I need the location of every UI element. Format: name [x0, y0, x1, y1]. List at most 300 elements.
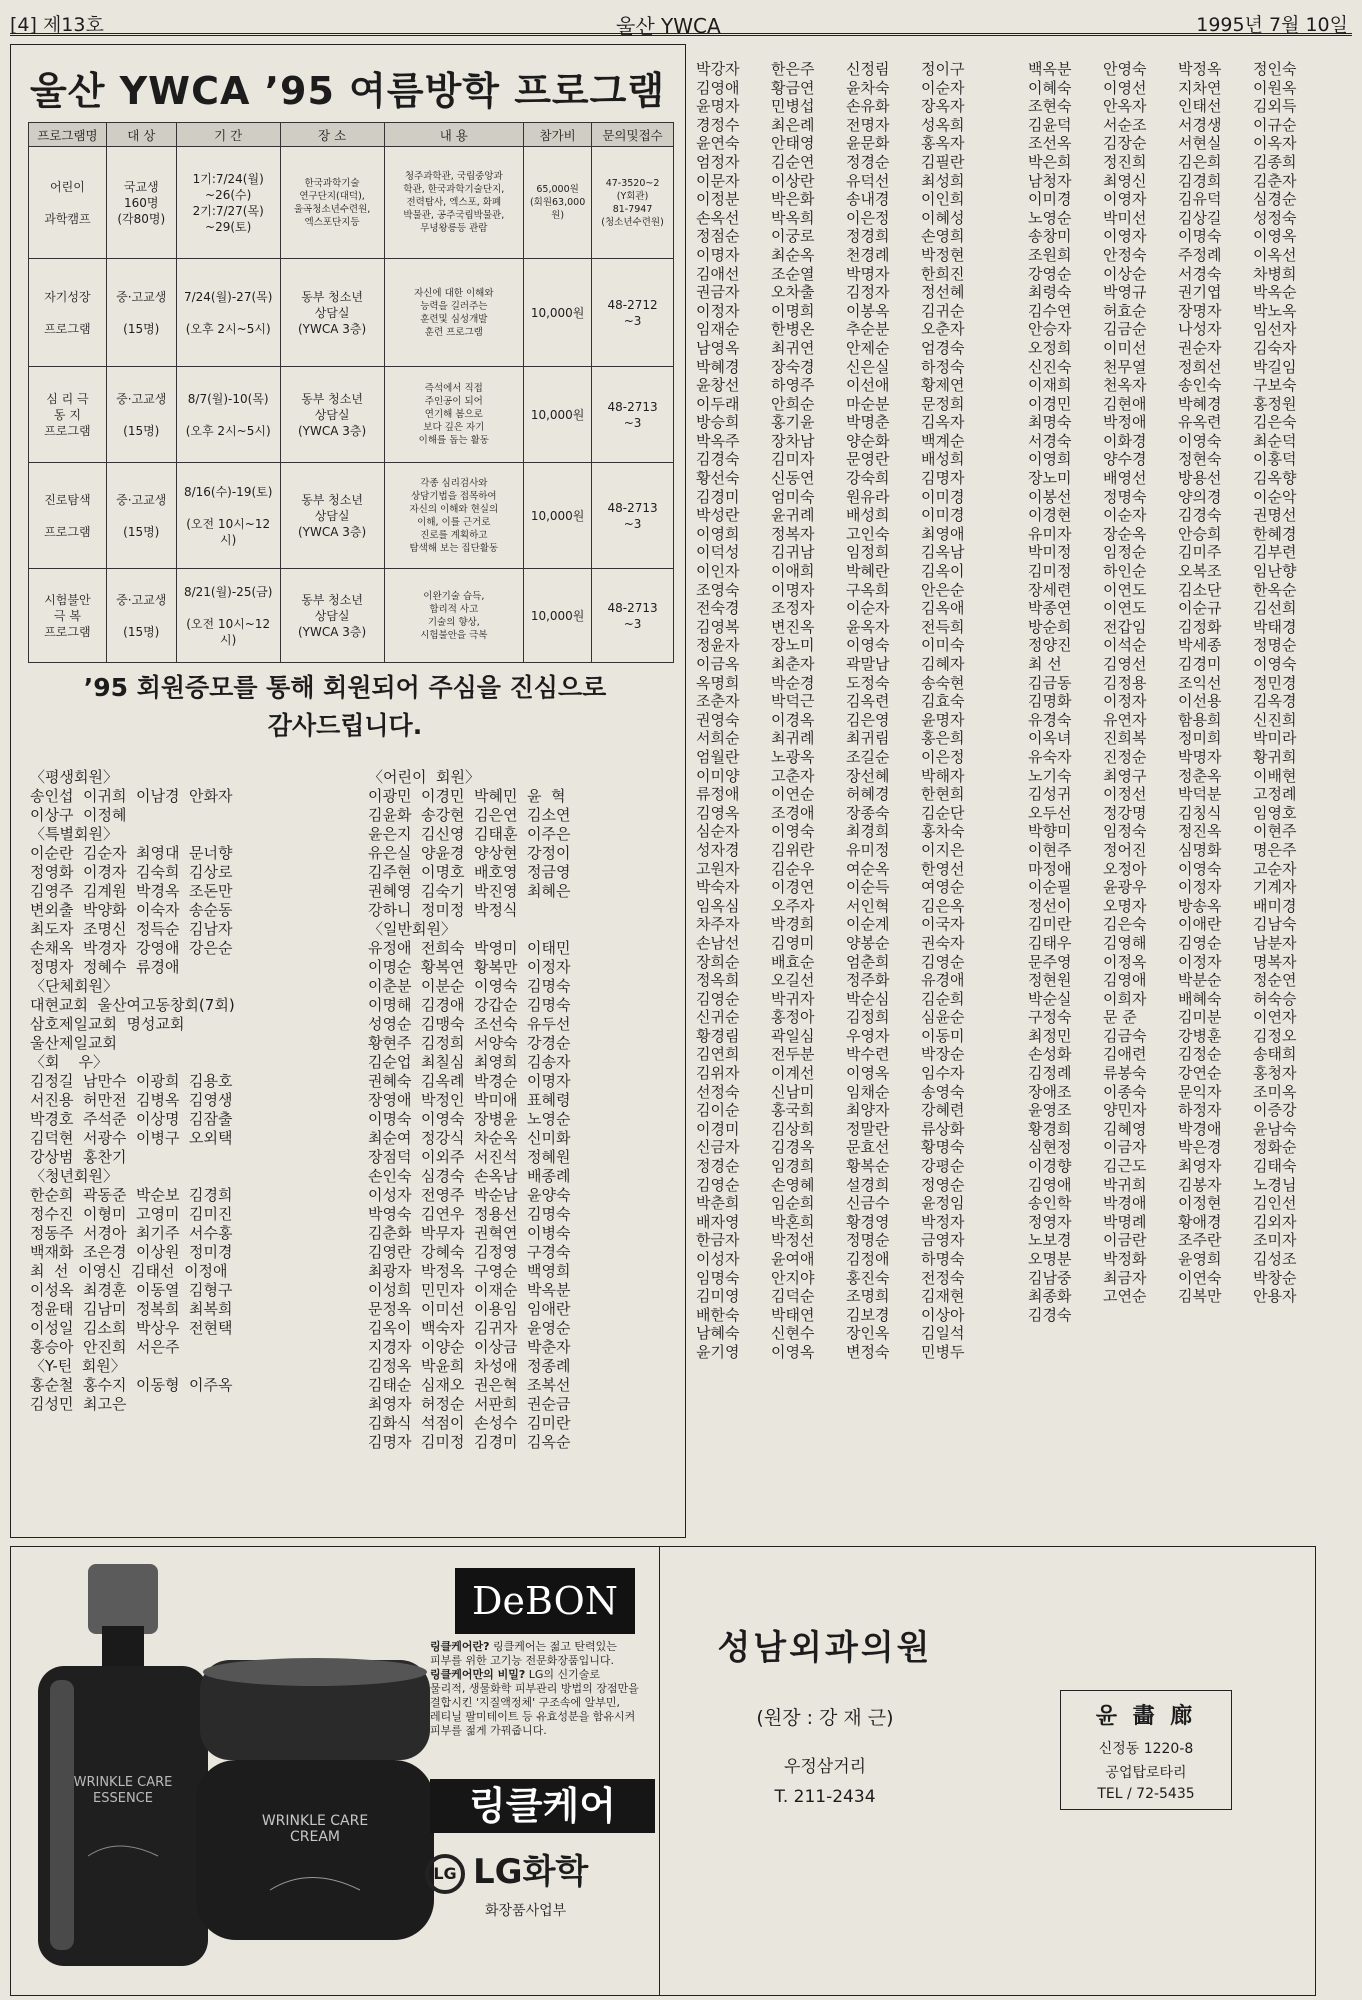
- member-name: 장노미: [1028, 469, 1072, 488]
- member-name: 이연숙: [1178, 1268, 1222, 1287]
- member-name: 김금순: [1103, 320, 1147, 339]
- lg-chem-logo: [425, 1844, 588, 1894]
- member-name: 신귀순: [696, 1008, 740, 1027]
- member-name: 이연자: [1253, 1008, 1297, 1027]
- member-name: 엄춘희: [846, 952, 890, 971]
- member-name: 기계자: [1253, 878, 1297, 897]
- member-name: 이영자: [1103, 190, 1147, 209]
- member-name: 방송옥: [1178, 896, 1222, 915]
- member-name: 윤창선: [696, 376, 740, 395]
- member-name: 오길선: [771, 971, 815, 990]
- table-cell: 동부 청소년 상담실 (YWCA 3층): [280, 569, 384, 663]
- member-name: 권영숙: [696, 710, 740, 729]
- table-cell: 47-3520~2 (Y회관) 81-7947 (청소년수련원): [592, 147, 674, 259]
- lg-division: 화장품사업부: [485, 1903, 567, 1919]
- member-name: 조주란: [1178, 1231, 1222, 1250]
- member-name: 정명순: [1253, 636, 1297, 655]
- member-name: 최귀림: [846, 729, 890, 748]
- member-name: 박정현: [921, 245, 965, 264]
- member-name: 황명숙: [921, 1138, 965, 1157]
- member-name: 박정옥: [1178, 60, 1222, 78]
- table-cell: 10,000원: [524, 259, 592, 367]
- member-name: 김옥련: [846, 692, 890, 711]
- member-name: 김경숙: [696, 450, 740, 469]
- member-name: 허혜경: [846, 785, 890, 804]
- member-name: 박세종: [1178, 636, 1222, 655]
- member-name: 김소단: [1178, 580, 1222, 599]
- table-cell: 중·고교생 (15명): [106, 259, 176, 367]
- member-name: 구옥희: [846, 580, 890, 599]
- table-cell: 어린이 과학캠프: [29, 147, 107, 259]
- member-name: 이영자: [1103, 227, 1147, 246]
- member-name: 조순열: [771, 264, 815, 283]
- member-name: 박명춘: [846, 413, 890, 432]
- member-name: 심순자: [696, 822, 740, 841]
- member-name: 신금자: [696, 1138, 740, 1157]
- member-name: 이원옥: [1253, 78, 1297, 97]
- member-name: 장숙경: [771, 357, 815, 376]
- member-name: 하인순: [1103, 562, 1147, 581]
- member-name: 김옥애: [921, 599, 965, 618]
- member-name: 장종숙: [846, 803, 890, 822]
- member-name: 이정자: [696, 301, 740, 320]
- member-name: 정진희: [1103, 152, 1147, 171]
- member-name: 류정애: [696, 785, 740, 804]
- member-name: 전두분: [771, 1045, 815, 1064]
- member-name: 정옥희: [696, 971, 740, 990]
- debon-logo: DeBON: [455, 1568, 635, 1634]
- member-name: 조영숙: [696, 580, 740, 599]
- member-name: 서인혁: [846, 896, 890, 915]
- table-cell: 자기성장 프로그램: [29, 259, 107, 367]
- member-name: 이희자: [1103, 989, 1147, 1008]
- member-name: 오춘자: [921, 320, 965, 339]
- member-name: 이정옥: [1103, 952, 1147, 971]
- member-name: 정영순: [921, 1175, 965, 1194]
- table-cell: 국교생 160명 (각80명): [106, 147, 176, 259]
- member-name: 전정숙: [921, 1268, 965, 1287]
- member-name: 이애란: [1178, 915, 1222, 934]
- member-name: 장순옥: [1103, 524, 1147, 543]
- member-name: 송영숙: [921, 1082, 965, 1101]
- member-name: 이미경: [921, 506, 965, 525]
- member-name: 김봉자: [1178, 1175, 1222, 1194]
- table-row: [29, 367, 674, 463]
- member-name: 김태우: [1028, 933, 1072, 952]
- member-name: 박경애: [1178, 1119, 1222, 1138]
- lg-ad-copy: [430, 1640, 639, 1738]
- member-name: 유경숙: [1028, 710, 1072, 729]
- member-name: [1253, 1306, 1328, 1325]
- member-name: 김상길: [1178, 208, 1222, 227]
- member-name: 조명희: [846, 1287, 890, 1306]
- member-name: 임수자: [921, 1064, 965, 1083]
- member-grid-left-block: [696, 60, 996, 1362]
- member-name: 강병훈: [1178, 1026, 1222, 1045]
- member-name: 장희순: [696, 952, 740, 971]
- member-name: 임경희: [771, 1157, 815, 1176]
- member-name: 안용자: [1253, 1287, 1297, 1306]
- member-name: 안태영: [771, 134, 815, 153]
- member-name: 김은숙: [1253, 413, 1297, 432]
- member-name: 오주자: [771, 896, 815, 915]
- member-name: 고연순: [1103, 1287, 1147, 1306]
- member-name: 이정선: [1103, 785, 1147, 804]
- member-name: 설경희: [846, 1175, 890, 1194]
- member-name: 문효선: [846, 1138, 890, 1157]
- member-name: 송인학: [1028, 1194, 1072, 1213]
- member-name: 임선자: [1253, 320, 1297, 339]
- member-name: 정춘옥: [1178, 766, 1222, 785]
- table-cell: 심 리 극 동 지 프로그램: [29, 367, 107, 463]
- member-name: 김정용: [1103, 673, 1147, 692]
- member-name: 심명화: [1178, 840, 1222, 859]
- member-name: 윤여애: [771, 1250, 815, 1268]
- member-name: 조미옥: [1253, 1082, 1297, 1101]
- member-name: 조길순: [846, 747, 890, 766]
- member-name: 김인선: [1253, 1194, 1297, 1213]
- member-name: 윤귀례: [771, 506, 815, 525]
- member-name: 조선옥: [1028, 134, 1072, 153]
- member-name: 박혜경: [696, 357, 740, 376]
- member-name: 신은실: [846, 357, 890, 376]
- member-name: 김부련: [1253, 543, 1297, 562]
- member-name: 박혜란: [846, 562, 890, 581]
- member-name: 박귀희: [1103, 1175, 1147, 1194]
- member-name: 임난향: [1253, 562, 1297, 581]
- member-name: 홍은희: [921, 729, 965, 748]
- table-header: 장 소: [280, 123, 384, 147]
- member-name: 방순희: [1028, 617, 1072, 636]
- member-name: 이순계: [846, 915, 890, 934]
- member-name: 이화경: [1103, 431, 1147, 450]
- member-name: 홍차숙: [921, 822, 965, 841]
- member-name: 배한숙: [696, 1305, 740, 1324]
- member-name: 김은옥: [921, 896, 965, 915]
- member-name: 윤남숙: [1253, 1119, 1297, 1138]
- lg-ad-q2-body: LG의 신기술로 물리적, 생물화학 피부관리 방법의 장점만을 결합시킨 '지질액정체' 구조속에 알부민, 레티닐 팔미테이트 등 유효성분을 함유시켜 피부를 젊게 가꿔줍니다.: [430, 1668, 639, 1737]
- member-name: 임정희: [846, 543, 890, 562]
- member-name: 이은정: [921, 747, 965, 766]
- member-name: 이계선: [771, 1064, 815, 1083]
- member-name: 김외자: [1253, 1212, 1297, 1231]
- member-name: 정인숙: [1253, 60, 1297, 78]
- member-name: 안은순: [921, 580, 965, 599]
- member-name: 유미정: [846, 840, 890, 859]
- member-name: 박길임: [1253, 357, 1297, 376]
- member-name: 박옥희: [771, 208, 815, 227]
- member-name: 이현주: [1253, 822, 1297, 841]
- hospital-name: 성남외과의원: [717, 1628, 933, 1668]
- member-name: 오명자: [1103, 896, 1147, 915]
- member-name: 홍옥자: [921, 134, 965, 153]
- lg-ad-q1-body: 링클케어는 젊고 탄력있는 피부를 위한 고기능 전문화장품입니다.: [430, 1640, 617, 1667]
- member-name: 이동미: [921, 1026, 965, 1045]
- member-name: 임영호: [1253, 803, 1297, 822]
- table-cell: 이완기술 습득, 합리적 사고 기술의 향상, 시험불안을 극복: [384, 569, 524, 663]
- member-name: 이국자: [921, 915, 965, 934]
- member-name: 마정애: [1028, 859, 1072, 878]
- member-name: 추순분: [846, 320, 890, 339]
- member-name: 서현실: [1178, 134, 1222, 153]
- member-name: 장차남: [771, 431, 815, 450]
- thanks-line-1: ’95 회원증모를 통해 회원되어 주심을 진심으로: [83, 673, 607, 702]
- member-name: [1103, 1306, 1178, 1325]
- member-name: 신동연: [771, 469, 815, 488]
- member-name: 임순희: [771, 1194, 815, 1213]
- member-name: 이경연: [771, 878, 815, 897]
- member-name: 김남숙: [1253, 915, 1297, 934]
- member-name: 홍정원: [1253, 394, 1297, 413]
- member-name: 김성귀: [1028, 785, 1072, 804]
- member-name: 이은정: [846, 208, 890, 227]
- table-cell: 중·고교생 (15명): [106, 367, 176, 463]
- member-name: 송태희: [1253, 1045, 1297, 1064]
- member-name: 권순자: [1178, 338, 1222, 357]
- member-name: 안정숙: [1103, 245, 1147, 264]
- member-name: 이궁로: [771, 227, 815, 246]
- table-cell: 10,000원: [524, 463, 592, 569]
- member-name: 이애희: [771, 562, 815, 581]
- member-name: 박춘희: [696, 1194, 740, 1213]
- member-name: 유미자: [1028, 524, 1072, 543]
- member-name: 이미숙: [921, 636, 965, 655]
- table-cell: 48-2713 ~3: [592, 367, 674, 463]
- member-name: 이순득: [846, 878, 890, 897]
- member-name: 윤기영: [696, 1342, 740, 1361]
- member-name: 김은숙: [1103, 915, 1147, 934]
- member-name: 박강자: [696, 60, 740, 78]
- member-name: 변정숙: [846, 1342, 890, 1361]
- member-name: 김옥이: [921, 562, 965, 581]
- member-name: 김귀순: [921, 301, 965, 320]
- member-name: 최종화: [1028, 1287, 1072, 1306]
- member-name: 한옥순: [1253, 580, 1297, 599]
- member-name: 김영순: [696, 989, 740, 1008]
- member-name: 장애조: [1028, 1082, 1072, 1101]
- member-name: 윤문화: [846, 134, 890, 153]
- member-name: 배성희: [846, 506, 890, 525]
- table-header: 대 상: [106, 123, 176, 147]
- member-name: 안승자: [1028, 320, 1072, 339]
- member-name: 박명자: [1178, 747, 1222, 766]
- member-name: 하명숙: [921, 1250, 965, 1268]
- member-name: 최순옥: [771, 245, 815, 264]
- member-name: 김명자: [921, 469, 965, 488]
- member-name: 한금자: [696, 1231, 740, 1250]
- member-name: 김옥남: [921, 543, 965, 562]
- member-name: 홍진숙: [846, 1268, 890, 1287]
- member-name: 김미란: [1028, 915, 1072, 934]
- member-name: 변진옥: [771, 617, 815, 636]
- member-name: 성옥희: [921, 115, 965, 134]
- member-name: 천옥자: [1103, 376, 1147, 395]
- member-name: 박순심: [846, 989, 890, 1008]
- member-name: 홍기윤: [771, 413, 815, 432]
- member-name: 노경님: [1253, 1175, 1297, 1194]
- member-name: 하정자: [1178, 1101, 1222, 1120]
- member-name: 박태경: [1253, 617, 1297, 636]
- member-name: 전득희: [921, 617, 965, 636]
- member-name: 안희순: [771, 394, 815, 413]
- member-name: 윤명자: [696, 97, 740, 116]
- member-name: 임채순: [846, 1082, 890, 1101]
- member-name: 김숙자: [1253, 338, 1297, 357]
- table-header: 프로그램명: [29, 123, 107, 147]
- member-name: 이옥자: [1253, 134, 1297, 153]
- member-name: 서경숙: [1028, 431, 1072, 450]
- member-name: 최명숙: [1028, 413, 1072, 432]
- member-name: [1178, 1306, 1253, 1325]
- member-name: 정말란: [846, 1119, 890, 1138]
- member-name: 김경옥: [771, 1138, 815, 1157]
- member-name: 정명숙: [1103, 487, 1147, 506]
- member-name: 이연순: [771, 785, 815, 804]
- member-name: 곽일심: [771, 1026, 815, 1045]
- member-name: 김유덕: [1178, 190, 1222, 209]
- member-name: 김필란: [921, 152, 965, 171]
- member-name: 박명자: [846, 264, 890, 283]
- member-name: 이순악: [1253, 487, 1297, 506]
- member-name: 박명례: [1103, 1212, 1147, 1231]
- member-name: 임재순: [696, 320, 740, 339]
- lg-ad-q2-title: 링클케어만의 비밀?: [430, 1668, 526, 1681]
- member-name: 한혜경: [1253, 524, 1297, 543]
- member-name: 황금연: [771, 78, 815, 97]
- member-name: 이미선: [1103, 338, 1147, 357]
- member-name: 김정례: [1028, 1064, 1072, 1083]
- table-header: 참가비: [524, 123, 592, 147]
- member-name: 손유화: [846, 97, 890, 116]
- member-name: 정화순: [1253, 1138, 1297, 1157]
- member-name: 이석순: [1103, 636, 1147, 655]
- member-name: 남청자: [1028, 171, 1072, 190]
- member-name: 류봉숙: [1103, 1064, 1147, 1083]
- member-name: 명복자: [1253, 952, 1297, 971]
- member-name: 이덕성: [696, 543, 740, 562]
- table-cell: 65,000원 (회원63,000원): [524, 147, 592, 259]
- member-name: 장선혜: [846, 766, 890, 785]
- member-name: 고정례: [1253, 785, 1297, 804]
- member-name: 이혜성: [921, 208, 965, 227]
- member-name: 김춘자: [1253, 171, 1297, 190]
- table-cell: 10,000원: [524, 569, 592, 663]
- member-name: 이정자: [1103, 692, 1147, 711]
- member-name: 엄정자: [696, 152, 740, 171]
- table-cell: 8/21(월)-25(금) (오전 10시~12시): [176, 569, 280, 663]
- member-grid-right-block: [1028, 60, 1328, 1324]
- member-name: 박숙자: [696, 878, 740, 897]
- member-name: 안옥자: [1103, 97, 1147, 116]
- member-name: 양수경: [1103, 450, 1147, 469]
- member-name: 이영희: [696, 524, 740, 543]
- member-name: 정양진: [1028, 636, 1072, 655]
- member-name: 박은화: [771, 190, 815, 209]
- member-name: 명은주: [1253, 840, 1297, 859]
- member-name: 이금옥: [696, 655, 740, 673]
- member-name: 이명자: [696, 245, 740, 264]
- member-name: 이성자: [696, 1250, 740, 1268]
- member-name: 유경애: [921, 971, 965, 990]
- member-name: 조춘자: [696, 692, 740, 711]
- member-name: 김혜자: [921, 655, 965, 673]
- table-cell: 1기:7/24(월) ~26(수) 2기:7/27(목) ~29(토): [176, 147, 280, 259]
- member-name: 김윤덕: [1028, 115, 1072, 134]
- member-name: 이규순: [1253, 115, 1297, 134]
- member-name: 김이순: [696, 1101, 740, 1120]
- member-name: 한영선: [921, 859, 965, 878]
- member-name: 박향미: [1028, 822, 1072, 841]
- member-name: 이혜숙: [1028, 78, 1072, 97]
- member-name: 김효숙: [921, 692, 965, 711]
- member-name: 이인희: [921, 190, 965, 209]
- member-name: 이영숙: [846, 636, 890, 655]
- member-name: 유연자: [1103, 710, 1147, 729]
- member-name: 윤정임: [921, 1194, 965, 1213]
- member-name: 김애선: [696, 264, 740, 283]
- member-name: 김연희: [696, 1045, 740, 1064]
- member-name: 정민경: [1253, 673, 1297, 692]
- member-name: 김미정: [1028, 562, 1072, 581]
- table-row: [29, 463, 674, 569]
- member-name: 윤영희: [1178, 1250, 1222, 1268]
- member-name: 서경생: [1178, 115, 1222, 134]
- member-name: 김영해: [1103, 933, 1147, 952]
- member-name: 인태선: [1178, 97, 1222, 116]
- member-name: 여영순: [921, 878, 965, 897]
- member-name: 임명숙: [696, 1268, 740, 1287]
- member-name: 신금수: [846, 1194, 890, 1213]
- member-name: 김종희: [1253, 152, 1297, 171]
- member-name: 양민자: [1103, 1101, 1147, 1120]
- member-name: 이명희: [771, 301, 815, 320]
- member-name: 금영자: [921, 1231, 965, 1250]
- member-name: 김남중: [1028, 1268, 1072, 1287]
- member-name: 송인숙: [1178, 376, 1222, 395]
- member-name: 유옥련: [1178, 413, 1222, 432]
- member-name: 한현희: [921, 785, 965, 804]
- table-cell: 8/7(월)-10(목) (오후 2시~5시): [176, 367, 280, 463]
- member-name: 조정자: [771, 599, 815, 618]
- member-name: 윤차숙: [846, 78, 890, 97]
- member-name: 김미주: [1178, 543, 1222, 562]
- member-name: 정영자: [1028, 1212, 1072, 1231]
- member-name: 심현정: [1028, 1138, 1072, 1157]
- member-name: 정순연: [1253, 971, 1297, 990]
- member-name: 손영희: [921, 227, 965, 246]
- member-name: 안영숙: [1103, 60, 1147, 78]
- member-name: 구정숙: [1028, 1008, 1072, 1027]
- member-name: 장세련: [1028, 580, 1072, 599]
- gallery-name: 윤 畵 廊: [1095, 1704, 1197, 1729]
- member-name: 김옥자: [921, 413, 965, 432]
- member-name: 이배현: [1253, 766, 1297, 785]
- table-header: 문의및접수: [592, 123, 674, 147]
- member-name: 고인숙: [846, 524, 890, 543]
- member-name: 심경순: [1253, 190, 1297, 209]
- member-name: 김금동: [1028, 673, 1072, 692]
- member-name: 홍정아: [771, 1008, 815, 1027]
- member-list-left: 〈평생회원〉 송인섭 이귀희 이남경 안화자 이상구 이정혜 〈특별회원〉 이순란 김순자 최영대 문너향 정영화 이경자 김숙희 김상로 김영주 김계원 박경옥 조돈만 변외출 박양화 이숙자 송순동 최도자 조명신 정득순 김남자 손채옥 박경자 강영애 강은순 정명자 정혜수 류경애 〈단체회원〉 대현교회 울산여고동창회(7회) 삼호제일교회 명성교회 울산제일교회 〈회 우〉 김정길 남만수 이광희 김용호 서진용 허만전 김병옥 김영생 박경호 주석준 이상명 김잠출 김덕현 서광수 이병구 오외택 강상범 홍찬기 〈청년회원〉 한순희 곽동준 박순보 김경희 정수진 이형미 고영미 김미진 정동주 서경아 최기주 서수홍 백재화 조은경 이상원 정미경 최 선 이영신 김태선 이정애 이성옥 최경훈 이동열 김형구 정윤태 김남미 정복희 최복희 이성일 김소희 박상우 전현택 홍승아 안진희 서은주 〈Y-틴 회원〉 홍순철 홍수지 이동형 이주옥 김성민 최고은: [30, 768, 235, 1413]
- member-name: 김미분: [1178, 1008, 1222, 1027]
- member-name: 박은희: [1028, 152, 1072, 171]
- member-name: 이증강: [1253, 1101, 1297, 1120]
- member-name: 문영란: [846, 450, 890, 469]
- member-name: 박경애: [1103, 1194, 1147, 1213]
- member-name: 황애경: [1178, 1212, 1222, 1231]
- member-name: 이영옥: [846, 1064, 890, 1083]
- member-name: 최영애: [921, 524, 965, 543]
